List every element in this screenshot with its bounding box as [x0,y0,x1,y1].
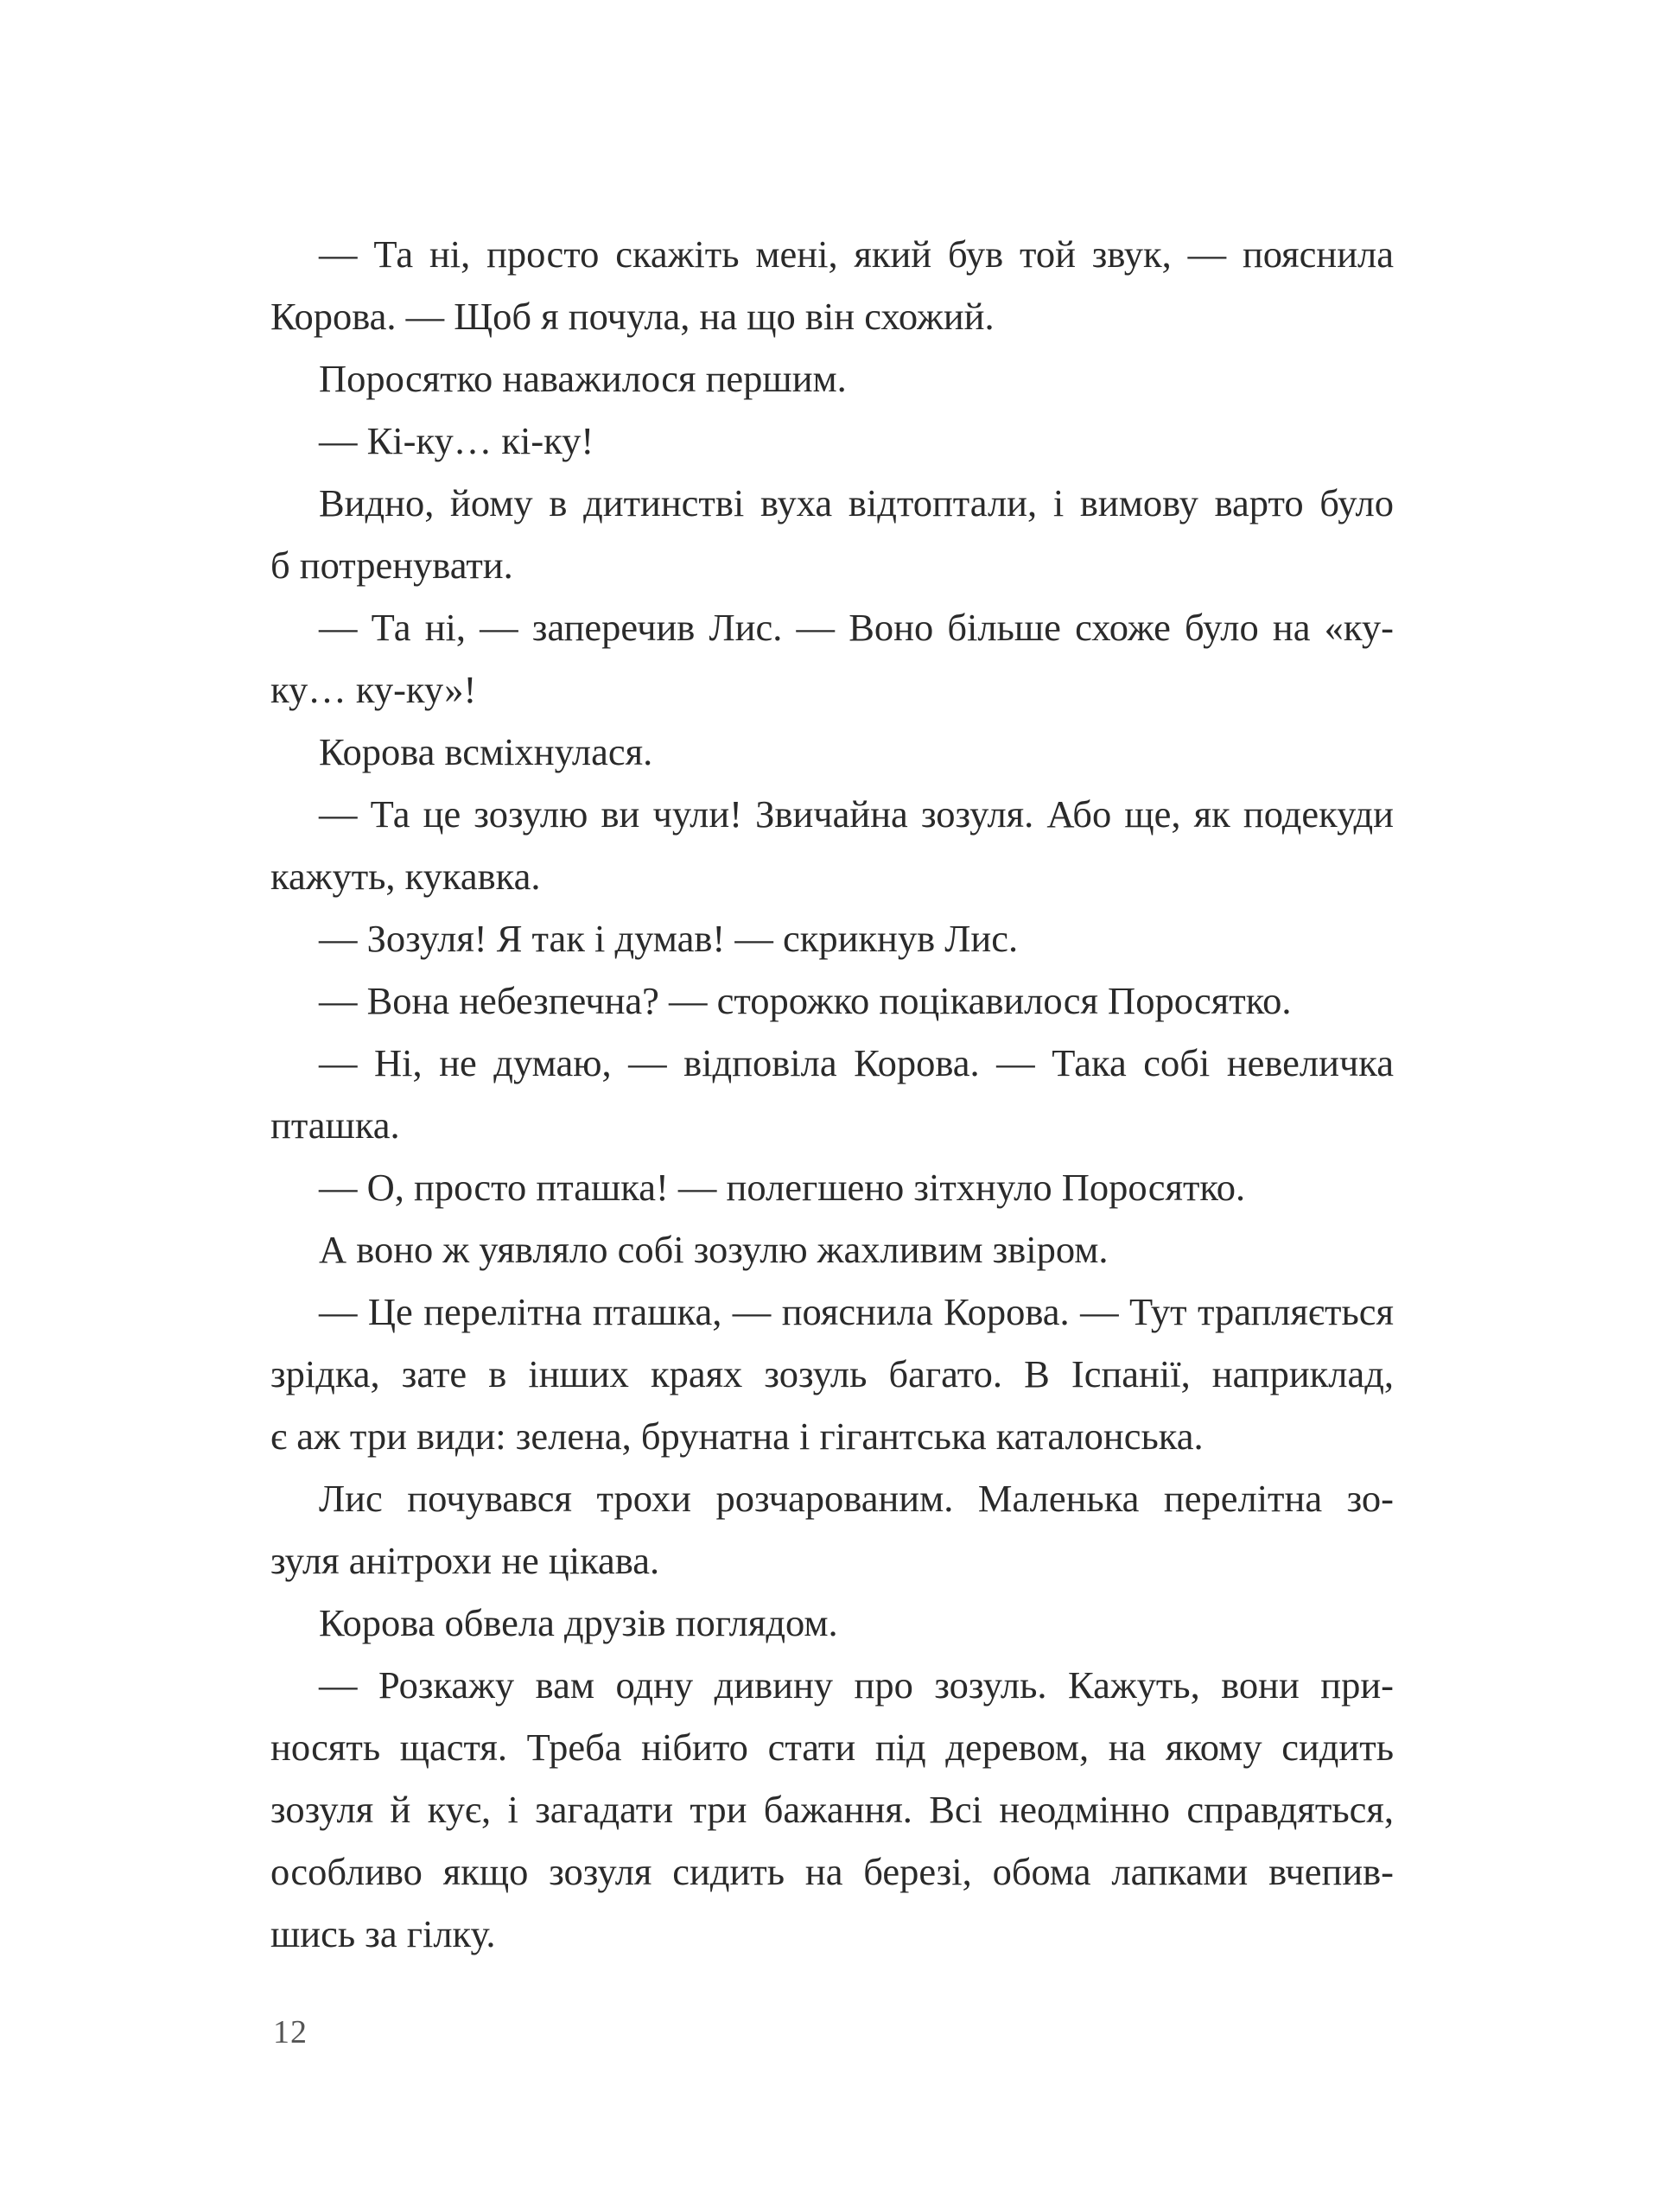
text-line: — Це перелітна пташка, — пояснила Корова. — Тут трапляється [319,1290,1394,1333]
text-line: зрідка, зате в інших краях зозуль багато. В Іспанії, наприклад, [270,1352,1394,1395]
text-line: шись за гілку. [270,1912,496,1955]
text-line: Корова обвела друзів поглядом. [319,1601,838,1644]
text-line: А воно ж уявляло собі зозулю жахливим звіром. [319,1228,1109,1271]
text-line: пташка. [270,1103,400,1147]
text-line: — Вона небезпечна? — сторожко поцікавилося Поросятко. [319,979,1292,1022]
text-line: — Та ні, — заперечив Лис. — Воно більше схоже було на «ку- [319,606,1394,649]
text-line: особливо якщо зозуля сидить на березі, обома лапками вчепив- [270,1850,1394,1893]
text-line: — О, просто пташка! — полегшено зітхнуло Поросятко. [319,1166,1246,1209]
text-line: — Ні, не думаю, — відповіла Корова. — Така собі невеличка [319,1041,1394,1084]
text-line: Поросятко наважилося першим. [319,357,847,400]
text-line: носять щастя. Треба нібито стати під деревом, на якому сидить [270,1726,1394,1769]
body-text [270,223,1394,1965]
text-line: — Кі-ку… кі-ку! [319,419,594,462]
text-line: кажуть, кукавка. [270,855,541,898]
text-line: Корова всміхнулася. [319,730,653,773]
text-line: зуля анітрохи не цікава. [270,1539,660,1582]
text-line: — Та це зозулю ви чули! Звичайна зозуля. Або ще, як подекуди [319,792,1394,836]
page-number: 12 [273,2014,308,2050]
text-line: є аж три види: зелена, брунатна і гігантська каталонська. [270,1414,1204,1458]
text-line: ку… ку-ку»! [270,668,477,711]
text-line: — Зозуля! Я так і думав! — скрикнув Лис. [319,917,1019,960]
text-line: зозуля й кує, і загадати три бажання. Всі неодмінно справдяться, [270,1788,1394,1831]
text-line: — Розкажу вам одну дивину про зозуль. Кажуть, вони при- [319,1663,1394,1707]
text-line: б потренувати. [270,543,513,587]
text-line: — Та ні, просто скажіть мені, який був той звук, — пояснила [319,232,1394,276]
text-line: Корова. — Щоб я почула, на що він схожий. [270,295,995,338]
text-line: Лис почувався трохи розчарованим. Маленька перелітна зо- [319,1477,1394,1520]
text-line: Видно, йому в дитинстві вуха відтоптали, і вимову варто було [319,481,1394,524]
